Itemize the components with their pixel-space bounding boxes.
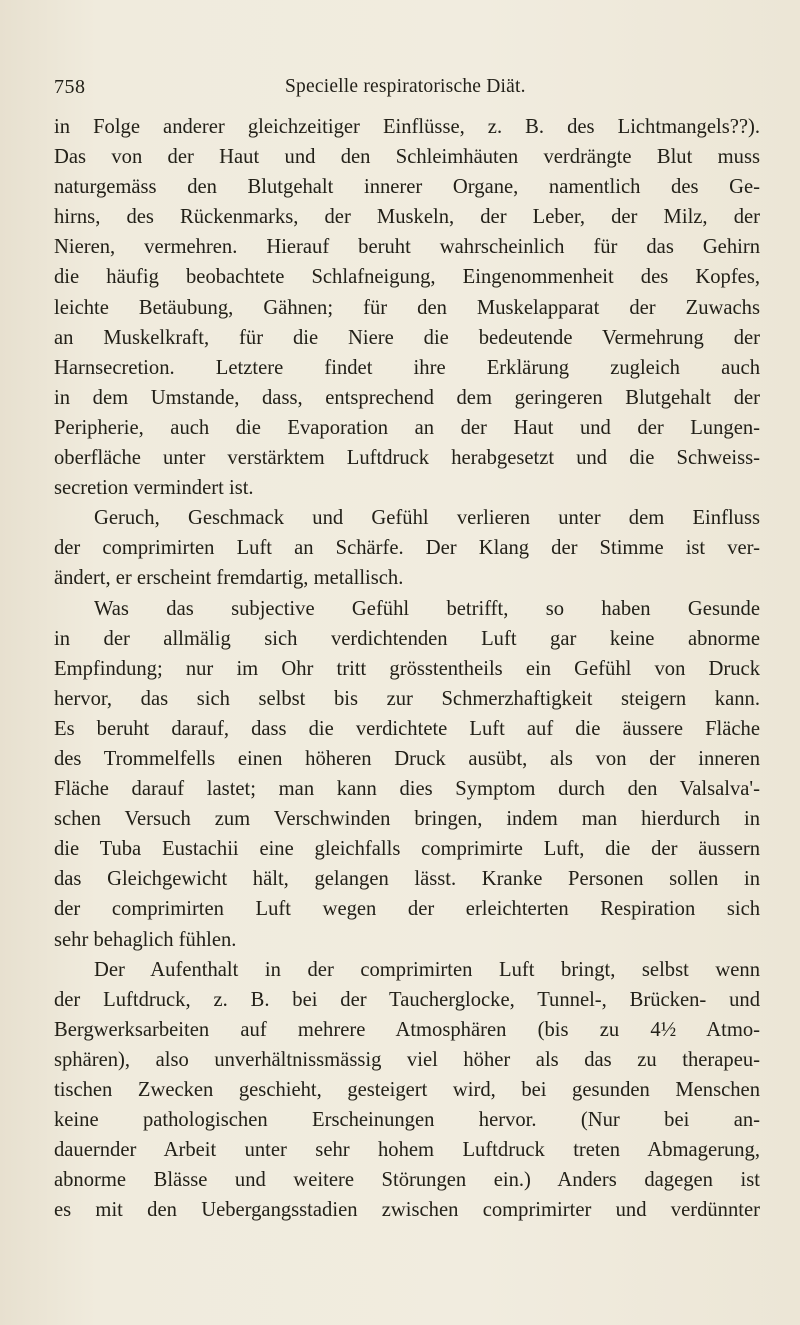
text-line: schen Versuch zum Verschwinden bringen, indem man hierdurch in [54, 808, 760, 831]
text-line: Peripherie, auch die Evaporation an der Haut und der Lungen- [54, 416, 760, 439]
text-line: ändert, er erscheint fremdartig, metallisch. [54, 567, 404, 590]
text-line: des Trommelfells einen höheren Druck ausübt, als von der inneren [54, 747, 760, 770]
text-line: Was das subjective Gefühl betrifft, so haben Gesunde [94, 597, 760, 620]
text-line: es mit den Uebergangsstadien zwischen comprimirter und verdünnter [54, 1199, 760, 1222]
text-line: an Muskelkraft, für die Niere die bedeutende Vermehrung der [54, 326, 760, 349]
text-line: Nieren, vermehren. Hierauf beruht wahrscheinlich für das Gehirn [54, 236, 760, 259]
text-line: die Tuba Eustachii eine gleichfalls comprimirte Luft, die der äussern [54, 838, 760, 861]
text-line: Es beruht darauf, dass die verdichtete Luft auf die äussere Fläche [54, 717, 760, 740]
text-line: Das von der Haut und den Schleimhäuten verdrängte Blut muss [54, 146, 760, 169]
text-line: Der Aufenthalt in der comprimirten Luft bringt, selbst wenn [94, 958, 760, 981]
page-number: 758 [54, 76, 86, 98]
text-line: Bergwerksarbeiten auf mehrere Atmosphären (bis zu 4½ Atmo- [54, 1018, 760, 1041]
text-line: der comprimirten Luft wegen der erleichterten Respiration sich [54, 898, 760, 921]
text-line: in dem Umstande, dass, entsprechend dem geringeren Blutgehalt der [54, 386, 760, 409]
page-header [54, 76, 754, 104]
text-line: Geruch, Geschmack und Gefühl verlieren unter dem Einfluss [94, 507, 760, 530]
text-line: tischen Zwecken geschieht, gesteigert wird, bei gesunden Menschen [54, 1079, 760, 1101]
text-line: Empfindung; nur im Ohr tritt grösstentheils ein Gefühl von Druck [54, 657, 760, 680]
body-text [54, 112, 760, 1225]
text-line: hervor, das sich selbst bis zur Schmerzhaftigkeit steigern kann. [54, 687, 760, 710]
text-line: das Gleichgewicht hält, gelangen lässt. Kranke Personen sollen in [54, 868, 760, 891]
text-line: secretion vermindert ist. [54, 477, 254, 500]
text-line: sehr behaglich fühlen. [54, 928, 237, 951]
text-line: in der allmälig sich verdichtenden Luft gar keine abnorme [54, 627, 760, 650]
text-line: naturgemäss den Blutgehalt innerer Organe, namentlich des Ge- [54, 176, 760, 199]
text-line: oberfläche unter verstärktem Luftdruck herabgesetzt und die Schweiss- [54, 447, 760, 470]
text-line: hirns, des Rückenmarks, der Muskeln, der Leber, der Milz, der [54, 206, 760, 229]
text-line: der Luftdruck, z. B. bei der Taucherglocke, Tunnel-, Brücken- und [54, 988, 760, 1011]
running-title: Specielle respiratorische Diät. [285, 76, 526, 97]
text-line: in Folge anderer gleichzeitiger Einflüsse, z. B. des Lichtmangels??). [54, 116, 760, 138]
text-line: dauernder Arbeit unter sehr hohem Luftdruck treten Abmagerung, [54, 1139, 760, 1162]
text-line: die häufig beobachtete Schlafneigung, Eingenommenheit des Kopfes, [54, 266, 760, 289]
text-line: leichte Betäubung, Gähnen; für den Muskelapparat der Zuwachs [54, 296, 760, 319]
text-line: keine pathologischen Erscheinungen hervor. (Nur bei an- [54, 1109, 760, 1132]
text-line: Fläche darauf lastet; man kann dies Symptom durch den Valsalva'- [54, 778, 760, 801]
text-line: abnorme Blässe und weitere Störungen ein.) Anders dagegen ist [54, 1169, 760, 1192]
text-line: sphären), also unverhältnissmässig viel höher als das zu therapeu- [54, 1048, 760, 1071]
text-line: Harnsecretion. Letztere findet ihre Erklärung zugleich auch [54, 356, 760, 379]
text-line: der comprimirten Luft an Schärfe. Der Klang der Stimme ist ver- [54, 537, 760, 560]
